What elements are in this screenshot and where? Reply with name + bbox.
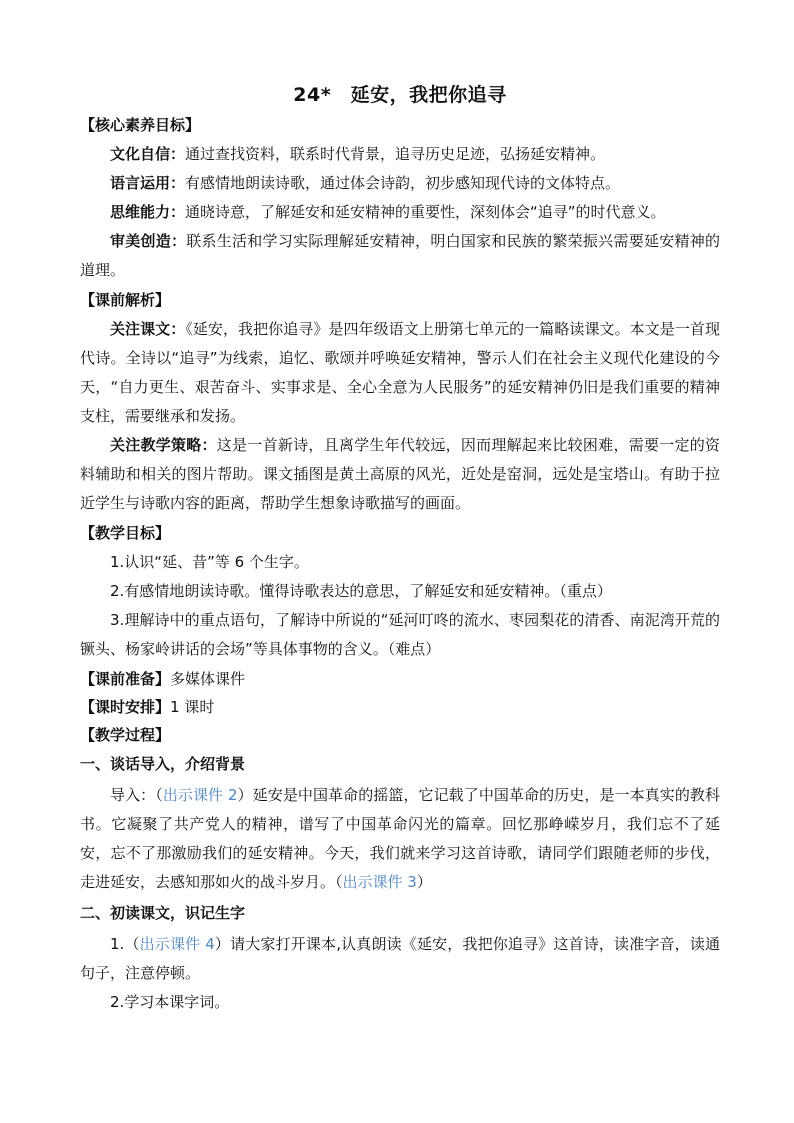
schedule-heading: 【课时安排】 [80, 698, 171, 716]
document-page [80, 80, 720, 1017]
core-goal-language [80, 169, 720, 198]
courseware-link[interactable]: 出示课件 2 [162, 786, 238, 804]
objective-item: 3.理解诗中的重点语句，了解诗中所说的“延河叮咚的流水、枣园梨花的清香、南泥湾开荒的镢头、杨家岭讲话的会场”等具体事物的含义。（难点） [80, 611, 720, 658]
process-heading: 【教学过程】 [80, 726, 171, 744]
core-goal-text: 有感情地朗读诗歌，通过体会诗韵，初步感知现代诗的文体特点。 [185, 174, 621, 192]
analysis-lead: 关注课文： [110, 320, 186, 338]
analysis-text [80, 315, 720, 431]
core-goal-lead: 文化自信： [110, 145, 186, 163]
preparation-heading: 【课前准备】 [80, 670, 171, 688]
text-fragment: 1.（ [110, 935, 140, 953]
core-goal-lead: 审美创造： [110, 232, 187, 250]
core-goals-heading: 【核心素养目标】 [80, 116, 201, 134]
section-one-heading: 一、谈话导入，介绍背景 [80, 755, 246, 773]
text-fragment: ） [416, 873, 432, 891]
analysis-body: 《延安，我把你追寻》是四年级语文上册第七单元的一篇略读课文。本文是一首现代诗。全诗以“追寻”为线索，追忆、歌颂并呼唤延安精神，警示人们在社会主义现代化建设的今天，“自力更生、艰苦奋斗、实事求是、全心全意为人民服务”的延安精神仍旧是我们重要的精神支柱，需要继承和发扬。 [80, 320, 720, 425]
courseware-link[interactable]: 出示课件 4 [139, 935, 215, 953]
schedule-value: 1 课时 [170, 698, 215, 716]
courseware-link[interactable]: 出示课件 3 [342, 873, 417, 891]
core-goal-culture [80, 140, 720, 169]
core-goal-lead: 思维能力： [110, 203, 186, 221]
section-two-heading: 二、初读课文，识记生字 [80, 904, 246, 922]
core-goal-aesthetic [80, 227, 720, 285]
analysis-heading: 【课前解析】 [80, 291, 171, 309]
text-fragment: ）延安是中国革命的摇篮，它记载了中国革命的历史，是一本真实的教科书。它凝聚了共产党人的精神，谱写了中国革命闪光的篇章。回忆那峥嵘岁月，我们忘不了延安，忘不了那激励我们的延安精神。今天，我们就来学习这首诗歌，请同学们跟随老师的步伐，走进延安，去感知那如火的战斗岁月。（ [80, 786, 720, 891]
section-one-text [80, 781, 720, 897]
analysis-lead: 关注教学策略： [110, 436, 217, 454]
core-goal-text: 通晓诗意，了解延安和延安精神的重要性，深刻体会“追寻”的时代意义。 [185, 203, 666, 221]
analysis-strategy [80, 431, 720, 518]
objective-item: 1.认识“延、昔”等 6 个生字。 [110, 553, 309, 571]
core-goal-lead: 语言运用： [110, 174, 186, 192]
analysis-body: 这是一首新诗，且离学生年代较远，因而理解起来比较困难，需要一定的资料辅助和相关的图片帮助。课文插图是黄土高原的风光，近处是窑洞，远处是宝塔山。有助于拉近学生与诗歌内容的距离，帮助学生想象诗歌描写的画面。 [80, 436, 720, 512]
section-two-item: 2.学习本课字词。 [110, 993, 230, 1011]
schedule-row [80, 694, 720, 720]
section-two-item [80, 930, 720, 988]
objective-item: 2.有感情地朗读诗歌。懂得诗歌表达的意思，了解延安和延安精神。（重点） [110, 582, 612, 600]
text-fragment: 导入：（ [110, 786, 163, 804]
core-goal-thinking [80, 198, 720, 227]
objectives-heading: 【教学目标】 [80, 524, 171, 542]
core-goal-text: 通过查找资料，联系时代背景，追寻历史足迹，弘扬延安精神。 [185, 145, 606, 163]
text-fragment: ）请大家打开课本,认真朗读《延安，我把你追寻》这首诗，读准字音，读通句子，注意停顿。 [80, 935, 721, 982]
preparation-value: 多媒体课件 [170, 670, 246, 688]
document-title: 24* 延安，我把你追寻 [293, 84, 507, 106]
preparation-row [80, 666, 720, 692]
core-goal-text: 联系生活和学习实际理解延安精神，明白国家和民族的繁荣振兴需要延安精神的道理。 [80, 232, 720, 279]
